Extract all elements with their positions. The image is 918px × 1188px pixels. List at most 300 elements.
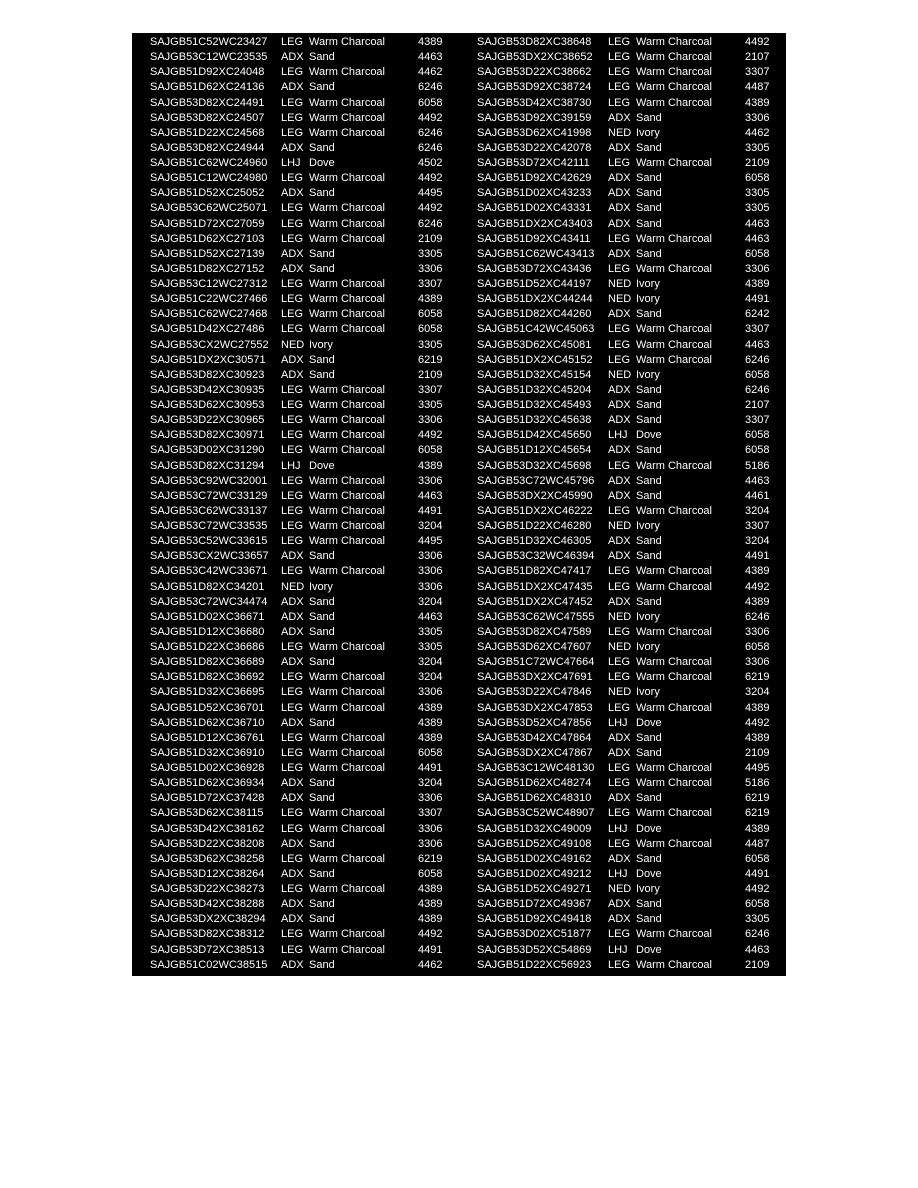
trim-colour-cell: Warm Charcoal — [309, 807, 385, 820]
vin-cell: SAJGB53C62WC25071 — [150, 202, 268, 215]
trim-colour-cell: Sand — [309, 610, 335, 623]
vin-cell: SAJGB51D52XC27139 — [150, 247, 265, 260]
number-cell: 3306 — [745, 111, 770, 124]
trim-code-cell: NED — [608, 610, 632, 623]
vin-cell: SAJGB53D62XC38115 — [150, 807, 264, 820]
trim-colour-cell: Ivory — [636, 641, 660, 653]
trim-code-cell: LEG — [281, 701, 304, 714]
trim-colour-cell: Sand — [636, 247, 662, 260]
vin-cell: SAJGB51C12WC24980 — [150, 172, 268, 185]
number-cell: 3305 — [418, 247, 443, 260]
trim-code-cell: ADX — [608, 898, 631, 911]
number-cell: 4389 — [745, 278, 770, 290]
number-cell: 4463 — [745, 232, 770, 245]
trim-code-cell: LHJ — [281, 157, 301, 169]
vin-cell: SAJGB51C62WC43413 — [477, 247, 595, 260]
trim-code-cell: ADX — [608, 414, 631, 427]
trim-code-cell: LEG — [281, 217, 304, 230]
trim-colour-cell: Warm Charcoal — [309, 111, 385, 124]
trim-colour-cell: Warm Charcoal — [309, 504, 385, 517]
trim-code-cell: NED — [608, 686, 632, 699]
trim-colour-cell: Sand — [636, 913, 662, 926]
trim-colour-cell: Warm Charcoal — [309, 414, 385, 427]
trim-code-cell: ADX — [281, 187, 304, 200]
trim-colour-cell: Sand — [309, 792, 335, 805]
trim-colour-cell: Warm Charcoal — [309, 701, 385, 714]
vin-cell: SAJGB51D52XC49108 — [477, 837, 592, 850]
number-cell: 6246 — [745, 928, 770, 941]
vin-cell: SAJGB51D82XC27152 — [150, 262, 265, 275]
trim-colour-cell: Warm Charcoal — [309, 232, 385, 245]
vin-cell: SAJGB51D92XC42629 — [477, 172, 592, 185]
trim-code-cell: LEG — [608, 323, 631, 336]
number-cell: 4389 — [418, 459, 443, 472]
vin-cell: SAJGB53DX2XC38294 — [150, 913, 266, 926]
number-cell: 6058 — [418, 96, 443, 109]
trim-code-cell: ADX — [608, 550, 631, 563]
number-cell: 6246 — [418, 217, 443, 230]
number-cell: 6058 — [418, 746, 443, 759]
number-cell: 4463 — [418, 489, 443, 502]
number-cell: 6242 — [745, 308, 770, 321]
vin-cell: SAJGB51D02XC36928 — [150, 762, 265, 774]
trim-code-cell: LHJ — [608, 867, 628, 880]
trim-colour-cell: Warm Charcoal — [636, 81, 712, 94]
trim-code-cell: NED — [608, 293, 632, 306]
number-cell: 5186 — [745, 777, 770, 790]
trim-code-cell: ADX — [281, 716, 304, 729]
vin-cell: SAJGB51D92XC49418 — [477, 913, 592, 926]
vin-cell: SAJGB53D52XC54869 — [477, 943, 592, 956]
trim-colour-cell: Sand — [636, 383, 662, 396]
trim-code-cell: ADX — [281, 625, 304, 638]
trim-code-cell: LEG — [281, 565, 304, 578]
trim-colour-cell: Sand — [309, 595, 335, 608]
number-cell: 3306 — [418, 822, 443, 835]
number-cell: 4492 — [418, 429, 443, 442]
number-cell: 3307 — [745, 414, 770, 427]
trim-code-cell: LEG — [608, 701, 631, 714]
number-cell: 3204 — [418, 520, 443, 532]
trim-code-cell: LHJ — [608, 429, 628, 442]
trim-code-cell: LEG — [281, 126, 304, 139]
number-cell: 4389 — [418, 701, 443, 714]
vin-cell: SAJGB51D52XC36701 — [150, 701, 265, 714]
number-cell: 3306 — [418, 414, 443, 427]
number-cell: 4495 — [418, 535, 443, 548]
trim-colour-cell: Warm Charcoal — [636, 777, 712, 790]
vin-cell: SAJGB53D82XC24507 — [150, 111, 265, 124]
number-cell: 4492 — [745, 883, 770, 895]
vin-cell: SAJGB51D62XC36710 — [150, 716, 265, 729]
trim-code-cell: LEG — [281, 883, 304, 895]
trim-code-cell: ADX — [608, 489, 631, 502]
trim-colour-cell: Dove — [636, 943, 662, 956]
vin-cell: SAJGB51DX2XC47435 — [477, 580, 593, 593]
number-cell: 4389 — [745, 565, 770, 578]
number-cell: 3204 — [745, 504, 770, 517]
vin-cell: SAJGB53D22XC38208 — [150, 837, 265, 850]
trim-colour-cell: Warm Charcoal — [636, 323, 712, 336]
vin-cell: SAJGB51D32XC49009 — [477, 822, 592, 835]
vin-cell: SAJGB53C12WC23535 — [150, 51, 268, 64]
vin-cell: SAJGB51DX2XC44244 — [477, 293, 593, 306]
trim-code-cell: LEG — [281, 399, 304, 411]
trim-colour-cell: Ivory — [636, 686, 660, 699]
trim-colour-cell: Warm Charcoal — [309, 217, 385, 230]
number-cell: 6058 — [418, 308, 443, 321]
vin-cell: SAJGB51C62WC24960 — [150, 157, 268, 169]
trim-colour-cell: Warm Charcoal — [636, 701, 712, 714]
trim-colour-cell: Warm Charcoal — [636, 459, 712, 472]
vin-cell: SAJGB53D82XC38312 — [150, 928, 265, 941]
number-cell: 3305 — [418, 625, 443, 638]
trim-colour-cell: Warm Charcoal — [636, 580, 712, 593]
trim-colour-cell: Warm Charcoal — [636, 807, 712, 820]
trim-colour-cell: Sand — [309, 247, 335, 260]
vin-cell: SAJGB53C52WC48907 — [477, 807, 595, 820]
trim-colour-cell: Ivory — [309, 580, 333, 593]
vin-cell: SAJGB51DX2XC30571 — [150, 353, 266, 366]
number-cell: 6058 — [745, 368, 770, 381]
number-cell: 6246 — [745, 610, 770, 623]
number-cell: 5186 — [745, 459, 770, 472]
vin-cell: SAJGB53D92XC38724 — [477, 81, 592, 94]
trim-code-cell: ADX — [281, 247, 304, 260]
trim-colour-cell: Warm Charcoal — [636, 625, 712, 638]
vin-cell: SAJGB51D72XC37428 — [150, 792, 265, 805]
number-cell: 4463 — [745, 217, 770, 230]
number-cell: 4502 — [418, 157, 443, 169]
number-cell: 3305 — [418, 338, 443, 351]
trim-code-cell: NED — [281, 338, 305, 351]
vin-cell: SAJGB51D82XC36689 — [150, 656, 265, 669]
number-cell: 4492 — [418, 172, 443, 185]
trim-code-cell: LEG — [281, 489, 304, 502]
vin-cell: SAJGB51D82XC36692 — [150, 671, 265, 684]
trim-colour-cell: Sand — [636, 202, 662, 215]
trim-code-cell: LEG — [608, 580, 631, 593]
trim-code-cell: NED — [608, 520, 632, 532]
trim-colour-cell: Warm Charcoal — [636, 36, 712, 48]
trim-code-cell: LEG — [281, 746, 304, 759]
vin-cell: SAJGB53D42XC38288 — [150, 898, 265, 911]
number-cell: 3307 — [418, 383, 443, 396]
trim-code-cell: LEG — [608, 338, 631, 351]
trim-colour-cell: Sand — [309, 716, 335, 729]
vin-cell: SAJGB51D22XC46280 — [477, 520, 592, 532]
trim-colour-cell: Warm Charcoal — [636, 928, 712, 941]
trim-colour-cell: Sand — [309, 262, 335, 275]
trim-colour-cell: Warm Charcoal — [309, 323, 385, 336]
trim-colour-cell: Sand — [309, 777, 335, 790]
number-cell: 4491 — [418, 762, 443, 774]
trim-code-cell: ADX — [608, 792, 631, 805]
trim-colour-cell: Sand — [636, 111, 662, 124]
number-cell: 4492 — [745, 716, 770, 729]
trim-code-cell: ADX — [608, 731, 631, 744]
trim-code-cell: LEG — [608, 157, 631, 169]
vin-cell: SAJGB53D22XC47846 — [477, 686, 592, 699]
vin-cell: SAJGB53D22XC30965 — [150, 414, 265, 427]
trim-colour-cell: Warm Charcoal — [309, 474, 385, 487]
trim-code-cell: LEG — [281, 66, 304, 79]
trim-code-cell: LEG — [281, 111, 304, 124]
vin-cell: SAJGB51D52XC44197 — [477, 278, 592, 290]
trim-colour-cell: Dove — [309, 157, 335, 169]
number-cell: 3204 — [418, 656, 443, 669]
number-cell: 3307 — [745, 323, 770, 336]
number-cell: 4492 — [418, 202, 443, 215]
vin-cell: SAJGB51D22XC36686 — [150, 641, 265, 653]
trim-code-cell: LHJ — [281, 459, 301, 472]
trim-code-cell: ADX — [608, 383, 631, 396]
vin-cell: SAJGB53D82XC30971 — [150, 429, 265, 442]
trim-colour-cell: Sand — [309, 625, 335, 638]
number-cell: 3305 — [418, 399, 443, 411]
vin-table — [132, 33, 786, 976]
number-cell: 4491 — [745, 550, 770, 563]
vin-cell: SAJGB51C02WC38515 — [150, 958, 268, 971]
vin-cell: SAJGB53D82XC31294 — [150, 459, 265, 472]
vin-cell: SAJGB53D42XC38730 — [477, 96, 592, 109]
vin-cell: SAJGB51D62XC48274 — [477, 777, 592, 790]
trim-colour-cell: Warm Charcoal — [309, 429, 385, 442]
trim-colour-cell: Sand — [636, 595, 662, 608]
number-cell: 4491 — [745, 293, 770, 306]
vin-cell: SAJGB53D62XC41998 — [477, 126, 592, 139]
trim-colour-cell: Sand — [636, 852, 662, 865]
number-cell: 6058 — [418, 323, 443, 336]
trim-code-cell: ADX — [281, 867, 304, 880]
number-cell: 3306 — [418, 565, 443, 578]
trim-code-cell: LEG — [608, 504, 631, 517]
trim-code-cell: LEG — [281, 852, 304, 865]
number-cell: 3305 — [745, 141, 770, 154]
trim-code-cell: ADX — [281, 777, 304, 790]
trim-code-cell: LEG — [608, 51, 631, 64]
trim-code-cell: ADX — [281, 51, 304, 64]
trim-colour-cell: Warm Charcoal — [636, 353, 712, 366]
number-cell: 4495 — [745, 762, 770, 774]
vin-cell: SAJGB53D62XC30953 — [150, 399, 265, 411]
vin-cell: SAJGB53C12WC27312 — [150, 278, 268, 290]
trim-code-cell: LEG — [281, 762, 304, 774]
trim-colour-cell: Warm Charcoal — [309, 308, 385, 321]
vin-cell: SAJGB53C12WC48130 — [477, 762, 595, 774]
trim-colour-cell: Sand — [636, 898, 662, 911]
number-cell: 4462 — [418, 66, 443, 79]
trim-code-cell: ADX — [281, 550, 304, 563]
trim-code-cell: LEG — [281, 202, 304, 215]
trim-code-cell: LEG — [608, 36, 631, 48]
number-cell: 3306 — [745, 656, 770, 669]
number-cell: 4463 — [745, 943, 770, 956]
number-cell: 4389 — [745, 822, 770, 835]
vin-cell: SAJGB53C92WC32001 — [150, 474, 268, 487]
number-cell: 4492 — [418, 928, 443, 941]
trim-colour-cell: Warm Charcoal — [636, 762, 712, 774]
number-cell: 6058 — [745, 247, 770, 260]
number-cell: 4491 — [745, 867, 770, 880]
number-cell: 4491 — [418, 504, 443, 517]
number-cell: 4492 — [745, 36, 770, 48]
vin-cell: SAJGB51C42WC45063 — [477, 323, 595, 336]
number-cell: 4389 — [745, 701, 770, 714]
trim-colour-cell: Warm Charcoal — [309, 172, 385, 185]
trim-code-cell: LEG — [281, 96, 304, 109]
number-cell: 6246 — [418, 81, 443, 94]
trim-colour-cell: Sand — [309, 898, 335, 911]
trim-colour-cell: Sand — [636, 217, 662, 230]
trim-code-cell: LEG — [281, 504, 304, 517]
trim-code-cell: ADX — [281, 368, 304, 381]
trim-colour-cell: Warm Charcoal — [636, 96, 712, 109]
trim-colour-cell: Warm Charcoal — [309, 36, 385, 48]
number-cell: 3307 — [745, 66, 770, 79]
vin-cell: SAJGB51DX2XC43403 — [477, 217, 593, 230]
vin-cell: SAJGB51D32XC45493 — [477, 399, 592, 411]
trim-code-cell: ADX — [608, 247, 631, 260]
trim-code-cell: LEG — [281, 943, 304, 956]
vin-cell: SAJGB53D82XC24944 — [150, 141, 265, 154]
trim-code-cell: LEG — [281, 928, 304, 941]
vin-cell: SAJGB51DX2XC46222 — [477, 504, 593, 517]
vin-cell: SAJGB51C72WC47664 — [477, 656, 595, 669]
trim-colour-cell: Warm Charcoal — [636, 51, 712, 64]
trim-code-cell: LEG — [281, 323, 304, 336]
number-cell: 3306 — [418, 837, 443, 850]
trim-code-cell: LEG — [281, 308, 304, 321]
trim-colour-cell: Sand — [309, 867, 335, 880]
number-cell: 4463 — [745, 338, 770, 351]
number-cell: 3306 — [745, 625, 770, 638]
trim-colour-cell: Warm Charcoal — [309, 883, 385, 895]
vin-cell: SAJGB51D02XC49162 — [477, 852, 592, 865]
trim-colour-cell: Dove — [636, 716, 662, 729]
number-cell: 6058 — [418, 444, 443, 457]
vin-cell: SAJGB53C32WC46394 — [477, 550, 595, 563]
number-cell: 2109 — [745, 958, 770, 971]
trim-code-cell: LEG — [281, 414, 304, 427]
trim-colour-cell: Warm Charcoal — [309, 731, 385, 744]
trim-colour-cell: Warm Charcoal — [636, 958, 712, 971]
vin-cell: SAJGB51D62XC27103 — [150, 232, 265, 245]
trim-code-cell: NED — [608, 641, 632, 653]
number-cell: 4389 — [745, 731, 770, 744]
vin-cell: SAJGB53D52XC47856 — [477, 716, 592, 729]
trim-code-cell: ADX — [281, 595, 304, 608]
trim-colour-cell: Sand — [309, 81, 335, 94]
trim-code-cell: LEG — [281, 444, 304, 457]
trim-code-cell: LEG — [608, 958, 631, 971]
trim-code-cell: ADX — [281, 913, 304, 926]
number-cell: 4462 — [418, 958, 443, 971]
vin-cell: SAJGB53D82XC30923 — [150, 368, 265, 381]
trim-code-cell: ADX — [608, 399, 631, 411]
vin-cell: SAJGB53C72WC33129 — [150, 489, 268, 502]
trim-colour-cell: Warm Charcoal — [309, 822, 385, 835]
trim-colour-cell: Ivory — [636, 293, 660, 306]
vin-cell: SAJGB51D62XC36934 — [150, 777, 265, 790]
number-cell: 6219 — [745, 792, 770, 805]
trim-colour-cell: Ivory — [636, 368, 660, 381]
vin-cell: SAJGB53D62XC38258 — [150, 852, 265, 865]
trim-code-cell: LEG — [281, 232, 304, 245]
trim-code-cell: ADX — [281, 837, 304, 850]
number-cell: 4463 — [745, 474, 770, 487]
trim-colour-cell: Warm Charcoal — [309, 928, 385, 941]
vin-cell: SAJGB51C52WC23427 — [150, 36, 268, 48]
trim-code-cell: LHJ — [608, 822, 628, 835]
trim-colour-cell: Warm Charcoal — [636, 157, 712, 169]
vin-cell: SAJGB51D52XC25052 — [150, 187, 265, 200]
number-cell: 6246 — [745, 353, 770, 366]
number-cell: 6246 — [418, 126, 443, 139]
vin-cell: SAJGB53D32XC45698 — [477, 459, 592, 472]
trim-colour-cell: Sand — [636, 550, 662, 563]
vin-cell: SAJGB51DX2XC45152 — [477, 353, 593, 366]
trim-code-cell: NED — [608, 278, 632, 290]
trim-colour-cell: Warm Charcoal — [636, 338, 712, 351]
vin-cell: SAJGB51D32XC45638 — [477, 414, 592, 427]
trim-colour-cell: Sand — [309, 141, 335, 154]
trim-colour-cell: Warm Charcoal — [309, 399, 385, 411]
number-cell: 4461 — [745, 489, 770, 502]
vin-cell: SAJGB51D72XC27059 — [150, 217, 265, 230]
trim-colour-cell: Sand — [636, 474, 662, 487]
number-cell: 6219 — [418, 353, 443, 366]
number-cell: 6219 — [745, 671, 770, 684]
trim-colour-cell: Sand — [636, 444, 662, 457]
number-cell: 4463 — [418, 51, 443, 64]
trim-code-cell: NED — [608, 883, 632, 895]
trim-code-cell: LEG — [281, 520, 304, 532]
trim-colour-cell: Warm Charcoal — [309, 686, 385, 699]
number-cell: 2109 — [745, 157, 770, 169]
number-cell: 6058 — [745, 444, 770, 457]
trim-colour-cell: Ivory — [636, 610, 660, 623]
vin-cell: SAJGB53D82XC24491 — [150, 96, 265, 109]
number-cell: 4491 — [418, 943, 443, 956]
trim-colour-cell: Sand — [636, 489, 662, 502]
trim-code-cell: LEG — [281, 686, 304, 699]
trim-colour-cell: Ivory — [636, 126, 660, 139]
vin-cell: SAJGB51D82XC47417 — [477, 565, 592, 578]
trim-code-cell: LEG — [608, 459, 631, 472]
vin-cell: SAJGB53D12XC38264 — [150, 867, 265, 880]
trim-code-cell: LEG — [608, 928, 631, 941]
vin-cell: SAJGB51D02XC43233 — [477, 187, 592, 200]
trim-colour-cell: Warm Charcoal — [309, 489, 385, 502]
vin-cell: SAJGB53D62XC45081 — [477, 338, 592, 351]
number-cell: 4463 — [418, 610, 443, 623]
vin-cell: SAJGB53DX2XC47853 — [477, 701, 593, 714]
vin-cell: SAJGB53DX2XC47867 — [477, 746, 593, 759]
trim-code-cell: LHJ — [608, 716, 628, 729]
vin-cell: SAJGB53D72XC38513 — [150, 943, 265, 956]
trim-colour-cell: Warm Charcoal — [636, 504, 712, 517]
trim-code-cell: ADX — [608, 595, 631, 608]
trim-code-cell: NED — [608, 126, 632, 139]
vin-cell: SAJGB53C62WC47555 — [477, 610, 595, 623]
trim-colour-cell: Warm Charcoal — [636, 671, 712, 684]
number-cell: 2107 — [745, 399, 770, 411]
vin-cell: SAJGB51D22XC56923 — [477, 958, 592, 971]
trim-colour-cell: Sand — [636, 308, 662, 321]
trim-code-cell: LEG — [281, 641, 304, 653]
number-cell: 3204 — [745, 686, 770, 699]
